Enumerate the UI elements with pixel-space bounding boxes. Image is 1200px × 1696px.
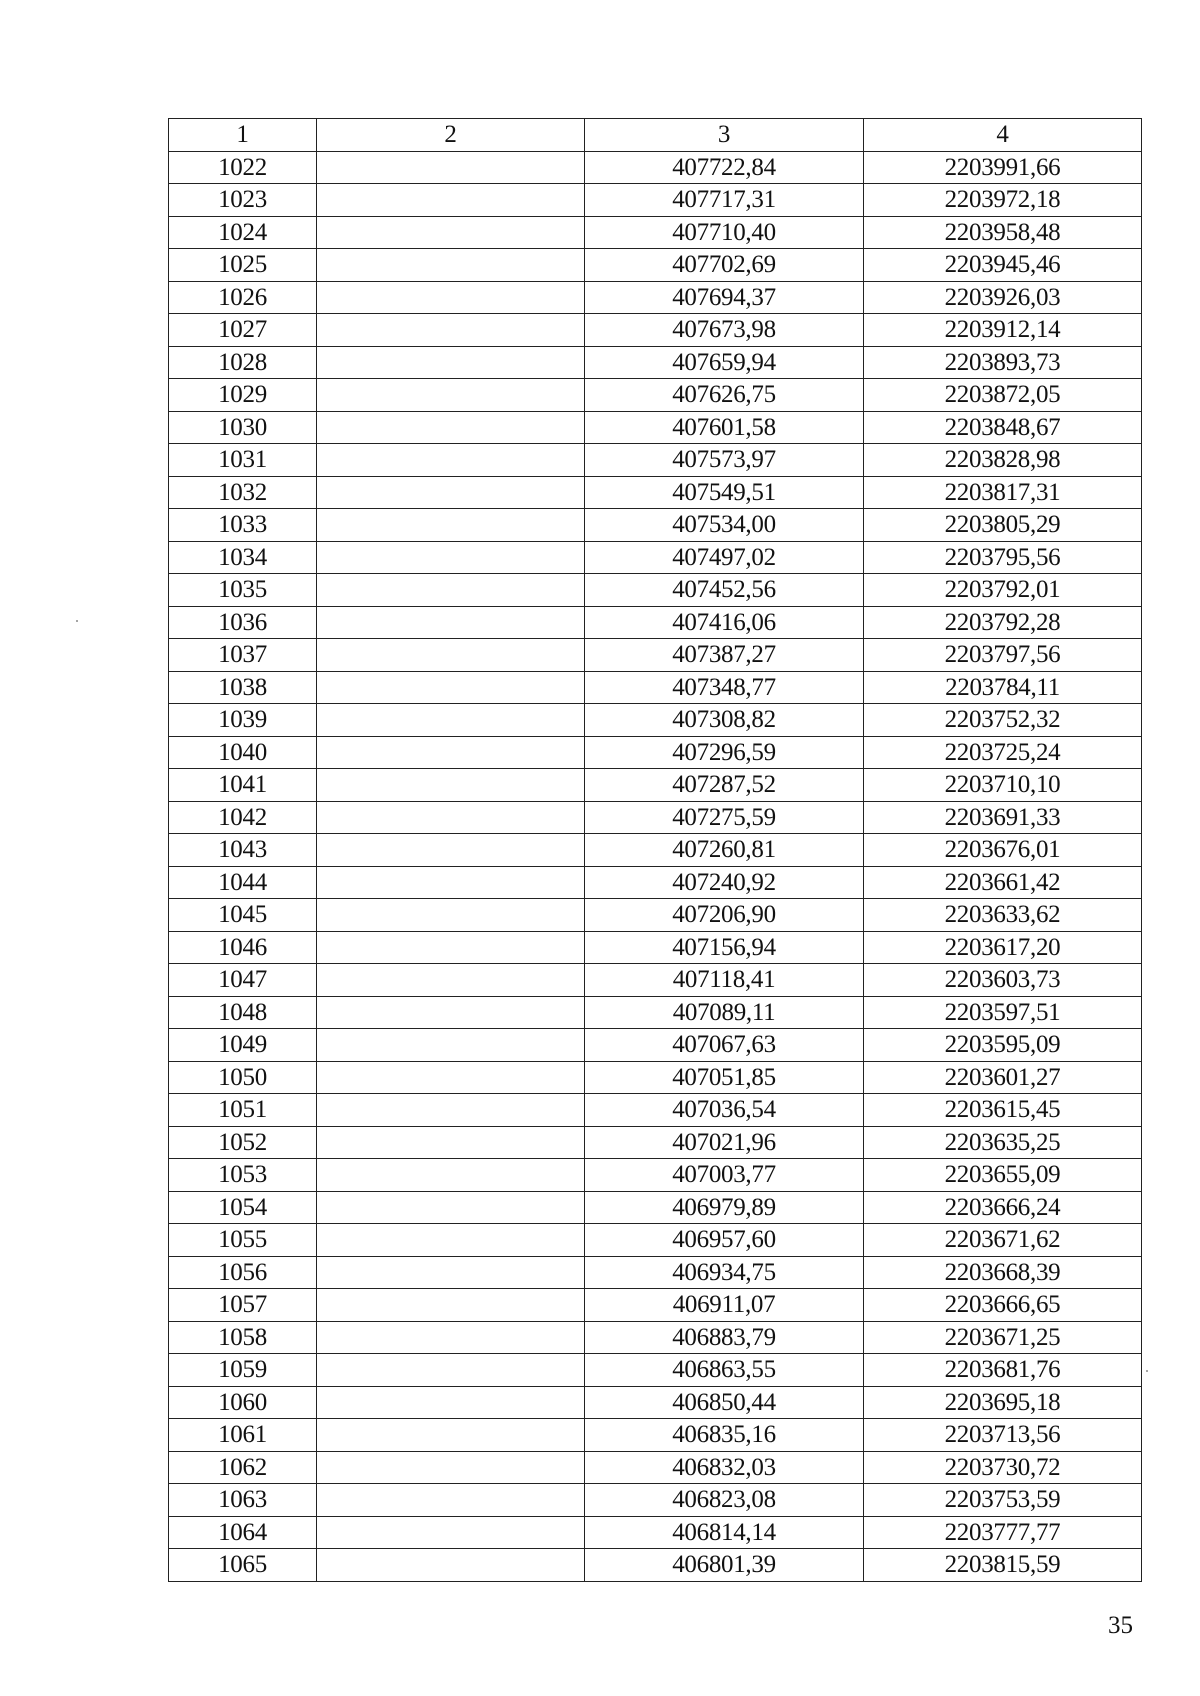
x-coordinate-cell: 407067,63 — [585, 1029, 864, 1062]
point-number-cell: 1046 — [169, 931, 317, 964]
empty-cell — [317, 1549, 585, 1582]
table-row — [169, 346, 1142, 379]
column-header-4: 4 — [864, 119, 1142, 152]
empty-cell — [317, 444, 585, 477]
table-row — [169, 1549, 1142, 1582]
table-row — [169, 606, 1142, 639]
y-coordinate-cell: 2203792,01 — [864, 574, 1142, 607]
scan-speck — [76, 620, 78, 622]
x-coordinate-cell: 406801,39 — [585, 1549, 864, 1582]
point-number-cell: 1065 — [169, 1549, 317, 1582]
point-number-cell: 1031 — [169, 444, 317, 477]
point-number-cell: 1048 — [169, 996, 317, 1029]
page-number: 35 — [1108, 1612, 1133, 1639]
x-coordinate-cell: 407275,59 — [585, 801, 864, 834]
x-coordinate-cell: 406979,89 — [585, 1191, 864, 1224]
table-row — [169, 314, 1142, 347]
empty-cell — [317, 1321, 585, 1354]
y-coordinate-cell: 2203777,77 — [864, 1516, 1142, 1549]
x-coordinate-cell: 407348,77 — [585, 671, 864, 704]
table-row — [169, 1386, 1142, 1419]
table-row — [169, 736, 1142, 769]
table-row — [169, 249, 1142, 282]
x-coordinate-cell: 406814,14 — [585, 1516, 864, 1549]
y-coordinate-cell: 2203784,11 — [864, 671, 1142, 704]
x-coordinate-cell: 407549,51 — [585, 476, 864, 509]
empty-cell — [317, 574, 585, 607]
y-coordinate-cell: 2203595,09 — [864, 1029, 1142, 1062]
table-row — [169, 1516, 1142, 1549]
table-row — [169, 574, 1142, 607]
empty-cell — [317, 411, 585, 444]
y-coordinate-cell: 2203828,98 — [864, 444, 1142, 477]
point-number-cell: 1026 — [169, 281, 317, 314]
empty-cell — [317, 606, 585, 639]
y-coordinate-cell: 2203848,67 — [864, 411, 1142, 444]
empty-cell — [317, 1126, 585, 1159]
table-row — [169, 1224, 1142, 1257]
x-coordinate-cell: 407717,31 — [585, 184, 864, 217]
point-number-cell: 1023 — [169, 184, 317, 217]
x-coordinate-cell: 407021,96 — [585, 1126, 864, 1159]
y-coordinate-cell: 2203601,27 — [864, 1061, 1142, 1094]
empty-cell — [317, 866, 585, 899]
x-coordinate-cell: 407156,94 — [585, 931, 864, 964]
empty-cell — [317, 184, 585, 217]
table-row — [169, 1126, 1142, 1159]
x-coordinate-cell: 407722,84 — [585, 151, 864, 184]
point-number-cell: 1054 — [169, 1191, 317, 1224]
y-coordinate-cell: 2203725,24 — [864, 736, 1142, 769]
x-coordinate-cell: 406883,79 — [585, 1321, 864, 1354]
point-number-cell: 1041 — [169, 769, 317, 802]
y-coordinate-cell: 2203872,05 — [864, 379, 1142, 412]
point-number-cell: 1044 — [169, 866, 317, 899]
empty-cell — [317, 476, 585, 509]
x-coordinate-cell: 407240,92 — [585, 866, 864, 899]
point-number-cell: 1050 — [169, 1061, 317, 1094]
table-row — [169, 801, 1142, 834]
x-coordinate-cell: 407673,98 — [585, 314, 864, 347]
point-number-cell: 1059 — [169, 1354, 317, 1387]
y-coordinate-cell: 2203713,56 — [864, 1419, 1142, 1452]
y-coordinate-cell: 2203792,28 — [864, 606, 1142, 639]
empty-cell — [317, 1094, 585, 1127]
empty-cell — [317, 1419, 585, 1452]
table-row — [169, 1354, 1142, 1387]
empty-cell — [317, 1191, 585, 1224]
table-row — [169, 541, 1142, 574]
x-coordinate-cell: 407659,94 — [585, 346, 864, 379]
x-coordinate-cell: 406823,08 — [585, 1484, 864, 1517]
y-coordinate-cell: 2203661,42 — [864, 866, 1142, 899]
x-coordinate-cell: 407003,77 — [585, 1159, 864, 1192]
empty-cell — [317, 671, 585, 704]
table-row — [169, 1061, 1142, 1094]
point-number-cell: 1027 — [169, 314, 317, 347]
point-number-cell: 1032 — [169, 476, 317, 509]
point-number-cell: 1049 — [169, 1029, 317, 1062]
empty-cell — [317, 1224, 585, 1257]
point-number-cell: 1022 — [169, 151, 317, 184]
point-number-cell: 1033 — [169, 509, 317, 542]
y-coordinate-cell: 2203597,51 — [864, 996, 1142, 1029]
table-row — [169, 1159, 1142, 1192]
empty-cell — [317, 216, 585, 249]
y-coordinate-cell: 2203710,10 — [864, 769, 1142, 802]
table-row — [169, 411, 1142, 444]
point-number-cell: 1058 — [169, 1321, 317, 1354]
point-number-cell: 1051 — [169, 1094, 317, 1127]
empty-cell — [317, 1289, 585, 1322]
table-row — [169, 639, 1142, 672]
point-number-cell: 1045 — [169, 899, 317, 932]
empty-cell — [317, 639, 585, 672]
y-coordinate-cell: 2203797,56 — [864, 639, 1142, 672]
point-number-cell: 1037 — [169, 639, 317, 672]
y-coordinate-cell: 2203805,29 — [864, 509, 1142, 542]
empty-cell — [317, 996, 585, 1029]
point-number-cell: 1038 — [169, 671, 317, 704]
y-coordinate-cell: 2203926,03 — [864, 281, 1142, 314]
table-row — [169, 151, 1142, 184]
y-coordinate-cell: 2203753,59 — [864, 1484, 1142, 1517]
y-coordinate-cell: 2203635,25 — [864, 1126, 1142, 1159]
y-coordinate-cell: 2203958,48 — [864, 216, 1142, 249]
y-coordinate-cell: 2203691,33 — [864, 801, 1142, 834]
x-coordinate-cell: 407206,90 — [585, 899, 864, 932]
table-row — [169, 964, 1142, 997]
x-coordinate-cell: 406832,03 — [585, 1451, 864, 1484]
x-coordinate-cell: 406911,07 — [585, 1289, 864, 1322]
empty-cell — [317, 736, 585, 769]
point-number-cell: 1039 — [169, 704, 317, 737]
empty-cell — [317, 704, 585, 737]
table-row — [169, 1256, 1142, 1289]
y-coordinate-cell: 2203666,65 — [864, 1289, 1142, 1322]
point-number-cell: 1055 — [169, 1224, 317, 1257]
scan-speck — [1146, 1370, 1148, 1372]
empty-cell — [317, 509, 585, 542]
point-number-cell: 1024 — [169, 216, 317, 249]
y-coordinate-cell: 2203695,18 — [864, 1386, 1142, 1419]
empty-cell — [317, 834, 585, 867]
x-coordinate-cell: 407260,81 — [585, 834, 864, 867]
y-coordinate-cell: 2203730,72 — [864, 1451, 1142, 1484]
x-coordinate-cell: 407497,02 — [585, 541, 864, 574]
empty-cell — [317, 964, 585, 997]
empty-cell — [317, 281, 585, 314]
x-coordinate-cell: 407702,69 — [585, 249, 864, 282]
point-number-cell: 1030 — [169, 411, 317, 444]
empty-cell — [317, 249, 585, 282]
empty-cell — [317, 1386, 585, 1419]
point-number-cell: 1060 — [169, 1386, 317, 1419]
empty-cell — [317, 1516, 585, 1549]
y-coordinate-cell: 2203752,32 — [864, 704, 1142, 737]
y-coordinate-cell: 2203668,39 — [864, 1256, 1142, 1289]
y-coordinate-cell: 2203912,14 — [864, 314, 1142, 347]
x-coordinate-cell: 407626,75 — [585, 379, 864, 412]
empty-cell — [317, 1061, 585, 1094]
empty-cell — [317, 151, 585, 184]
y-coordinate-cell: 2203603,73 — [864, 964, 1142, 997]
coordinates-table — [168, 118, 1142, 1582]
x-coordinate-cell: 407534,00 — [585, 509, 864, 542]
table-row — [169, 1419, 1142, 1452]
point-number-cell: 1028 — [169, 346, 317, 379]
point-number-cell: 1047 — [169, 964, 317, 997]
point-number-cell: 1036 — [169, 606, 317, 639]
table-row — [169, 281, 1142, 314]
table-row — [169, 379, 1142, 412]
empty-cell — [317, 1029, 585, 1062]
table-row — [169, 1451, 1142, 1484]
point-number-cell: 1063 — [169, 1484, 317, 1517]
column-header-1: 1 — [169, 119, 317, 152]
x-coordinate-cell: 407452,56 — [585, 574, 864, 607]
y-coordinate-cell: 2203795,56 — [864, 541, 1142, 574]
table-row — [169, 509, 1142, 542]
empty-cell — [317, 769, 585, 802]
table-row — [169, 184, 1142, 217]
point-number-cell: 1025 — [169, 249, 317, 282]
table-row — [169, 834, 1142, 867]
table-row — [169, 671, 1142, 704]
x-coordinate-cell: 407308,82 — [585, 704, 864, 737]
point-number-cell: 1043 — [169, 834, 317, 867]
x-coordinate-cell: 407051,85 — [585, 1061, 864, 1094]
x-coordinate-cell: 407416,06 — [585, 606, 864, 639]
x-coordinate-cell: 407296,59 — [585, 736, 864, 769]
empty-cell — [317, 1256, 585, 1289]
x-coordinate-cell: 407089,11 — [585, 996, 864, 1029]
y-coordinate-cell: 2203671,25 — [864, 1321, 1142, 1354]
table-row — [169, 1321, 1142, 1354]
empty-cell — [317, 346, 585, 379]
empty-cell — [317, 1354, 585, 1387]
x-coordinate-cell: 406863,55 — [585, 1354, 864, 1387]
x-coordinate-cell: 407387,27 — [585, 639, 864, 672]
table-row — [169, 476, 1142, 509]
y-coordinate-cell: 2203945,46 — [864, 249, 1142, 282]
table-row — [169, 704, 1142, 737]
empty-cell — [317, 1451, 585, 1484]
empty-cell — [317, 1159, 585, 1192]
x-coordinate-cell: 407036,54 — [585, 1094, 864, 1127]
table-row — [169, 996, 1142, 1029]
empty-cell — [317, 314, 585, 347]
point-number-cell: 1056 — [169, 1256, 317, 1289]
y-coordinate-cell: 2203815,59 — [864, 1549, 1142, 1582]
table-row — [169, 1029, 1142, 1062]
table-row — [169, 1191, 1142, 1224]
y-coordinate-cell: 2203972,18 — [864, 184, 1142, 217]
y-coordinate-cell: 2203676,01 — [864, 834, 1142, 867]
x-coordinate-cell: 406934,75 — [585, 1256, 864, 1289]
table-row — [169, 899, 1142, 932]
y-coordinate-cell: 2203893,73 — [864, 346, 1142, 379]
table-row — [169, 769, 1142, 802]
x-coordinate-cell: 407694,37 — [585, 281, 864, 314]
empty-cell — [317, 899, 585, 932]
table-row — [169, 931, 1142, 964]
x-coordinate-cell: 407287,52 — [585, 769, 864, 802]
y-coordinate-cell: 2203633,62 — [864, 899, 1142, 932]
y-coordinate-cell: 2203666,24 — [864, 1191, 1142, 1224]
point-number-cell: 1061 — [169, 1419, 317, 1452]
point-number-cell: 1029 — [169, 379, 317, 412]
table-row — [169, 866, 1142, 899]
point-number-cell: 1064 — [169, 1516, 317, 1549]
empty-cell — [317, 801, 585, 834]
point-number-cell: 1042 — [169, 801, 317, 834]
y-coordinate-cell: 2203671,62 — [864, 1224, 1142, 1257]
point-number-cell: 1057 — [169, 1289, 317, 1322]
table-row — [169, 1289, 1142, 1322]
table-row — [169, 1484, 1142, 1517]
empty-cell — [317, 541, 585, 574]
table-row — [169, 216, 1142, 249]
x-coordinate-cell: 407573,97 — [585, 444, 864, 477]
y-coordinate-cell: 2203617,20 — [864, 931, 1142, 964]
column-header-3: 3 — [585, 119, 864, 152]
table-row — [169, 444, 1142, 477]
empty-cell — [317, 1484, 585, 1517]
y-coordinate-cell: 2203817,31 — [864, 476, 1142, 509]
x-coordinate-cell: 407601,58 — [585, 411, 864, 444]
y-coordinate-cell: 2203681,76 — [864, 1354, 1142, 1387]
x-coordinate-cell: 406957,60 — [585, 1224, 864, 1257]
table-header-row — [169, 119, 1142, 152]
point-number-cell: 1062 — [169, 1451, 317, 1484]
point-number-cell: 1040 — [169, 736, 317, 769]
empty-cell — [317, 379, 585, 412]
x-coordinate-cell: 406850,44 — [585, 1386, 864, 1419]
table-body — [169, 151, 1142, 1581]
point-number-cell: 1034 — [169, 541, 317, 574]
point-number-cell: 1053 — [169, 1159, 317, 1192]
empty-cell — [317, 931, 585, 964]
x-coordinate-cell: 407710,40 — [585, 216, 864, 249]
x-coordinate-cell: 407118,41 — [585, 964, 864, 997]
x-coordinate-cell: 406835,16 — [585, 1419, 864, 1452]
y-coordinate-cell: 2203991,66 — [864, 151, 1142, 184]
point-number-cell: 1035 — [169, 574, 317, 607]
column-header-2: 2 — [317, 119, 585, 152]
y-coordinate-cell: 2203655,09 — [864, 1159, 1142, 1192]
point-number-cell: 1052 — [169, 1126, 317, 1159]
y-coordinate-cell: 2203615,45 — [864, 1094, 1142, 1127]
table-row — [169, 1094, 1142, 1127]
